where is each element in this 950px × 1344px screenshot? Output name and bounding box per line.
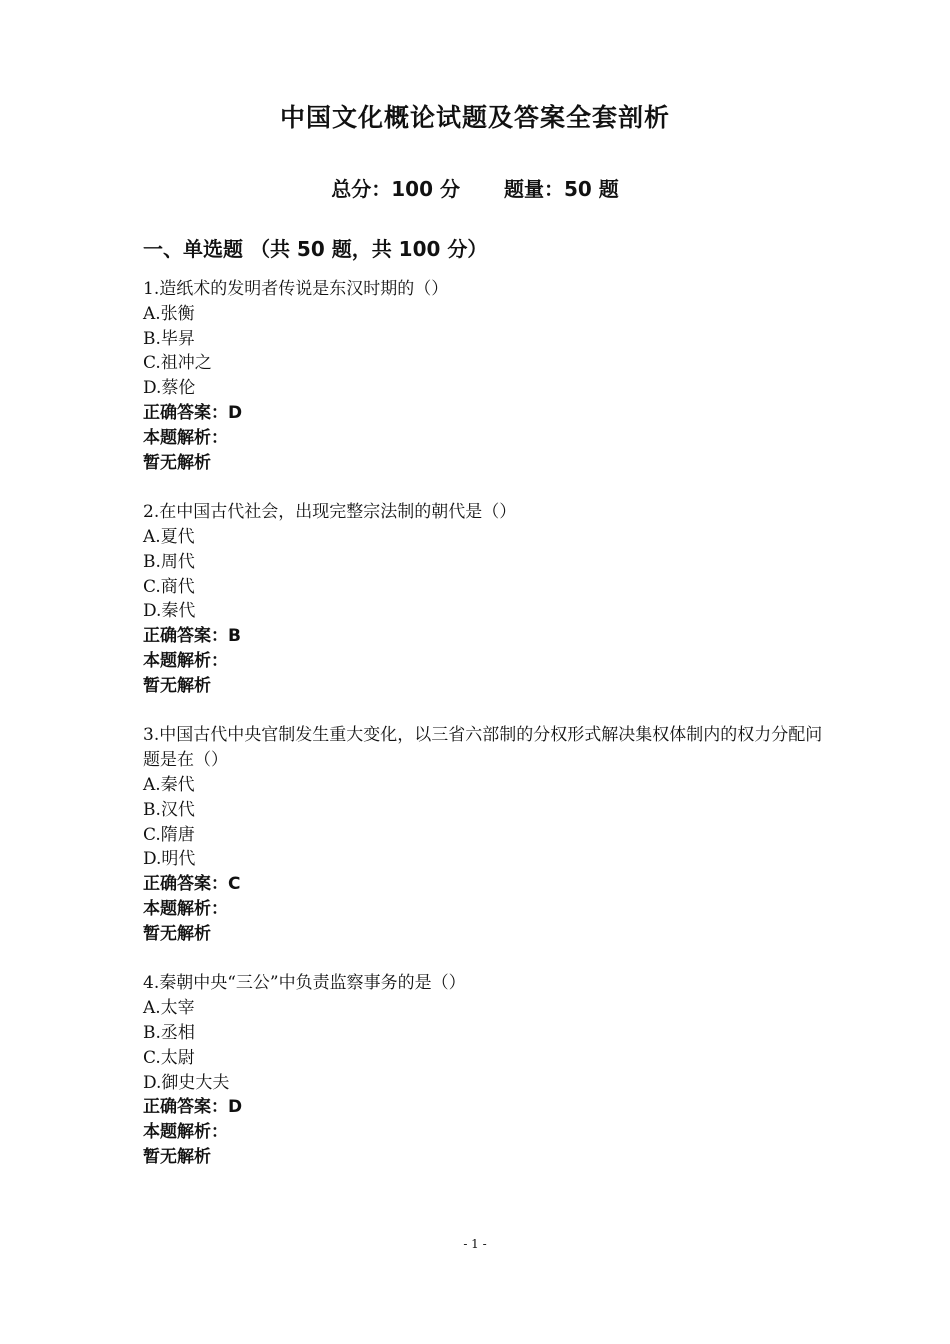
section-heading: 一、单选题 （共 50 题，共 100 分） xyxy=(143,237,488,261)
question-option: B.汉代 xyxy=(143,799,195,820)
question-option: D.蔡伦 xyxy=(143,378,196,399)
analysis-text: 暂无解析 xyxy=(143,1146,211,1167)
question-option: D.明代 xyxy=(143,849,196,870)
correct-answer: 正确答案：D xyxy=(143,1097,243,1118)
question-option: A.夏代 xyxy=(143,526,195,547)
question-option: A.张衡 xyxy=(143,303,195,324)
question-count: 题量：50 题 xyxy=(503,177,619,201)
question-stem: 1.造纸术的发明者传说是东汉时期的（） xyxy=(143,279,449,299)
total-score: 总分：100 分 xyxy=(331,177,460,201)
question-list xyxy=(143,277,823,1194)
analysis-label: 本题解析： xyxy=(143,1122,228,1143)
question-option: C.太尉 xyxy=(143,1047,195,1068)
question-item xyxy=(143,500,823,698)
score-summary xyxy=(0,172,950,206)
question-option: B.毕昇 xyxy=(143,328,195,349)
analysis-label: 本题解析： xyxy=(143,650,228,671)
question-option: D.御史大夫 xyxy=(143,1072,230,1093)
analysis-text: 暂无解析 xyxy=(143,923,211,944)
question-stem: 4.秦朝中央“三公”中负责监察事务的是（） xyxy=(143,973,466,994)
question-item xyxy=(143,277,823,475)
correct-answer: 正确答案：C xyxy=(143,874,241,895)
correct-answer: 正确答案：B xyxy=(143,626,241,647)
question-item xyxy=(143,723,823,946)
correct-answer: 正确答案：D xyxy=(143,402,243,423)
question-stem: 2.在中国古代社会，出现完整宗法制的朝代是（） xyxy=(143,502,517,523)
question-stem: 3.中国古代中央官制发生重大变化，以三省六部制的分权形式解决集权体制内的权力分配问题是在（） xyxy=(143,725,823,771)
question-option: C.隋唐 xyxy=(143,824,195,845)
question-option: A.秦代 xyxy=(143,774,195,795)
page-number: - 1 - xyxy=(463,1237,487,1251)
analysis-text: 暂无解析 xyxy=(143,452,211,473)
question-option: A.太宰 xyxy=(143,998,195,1019)
question-item xyxy=(143,971,823,1169)
question-option: B.周代 xyxy=(143,551,195,572)
document-title: 中国文化概论试题及答案全套剖析 xyxy=(279,103,670,132)
analysis-label: 本题解析： xyxy=(143,898,228,919)
analysis-text: 暂无解析 xyxy=(143,675,211,696)
analysis-label: 本题解析： xyxy=(143,427,228,448)
question-option: B.丞相 xyxy=(143,1022,195,1043)
question-option: C.祖冲之 xyxy=(143,353,212,374)
question-option: C.商代 xyxy=(143,576,195,597)
question-option: D.秦代 xyxy=(143,601,196,622)
